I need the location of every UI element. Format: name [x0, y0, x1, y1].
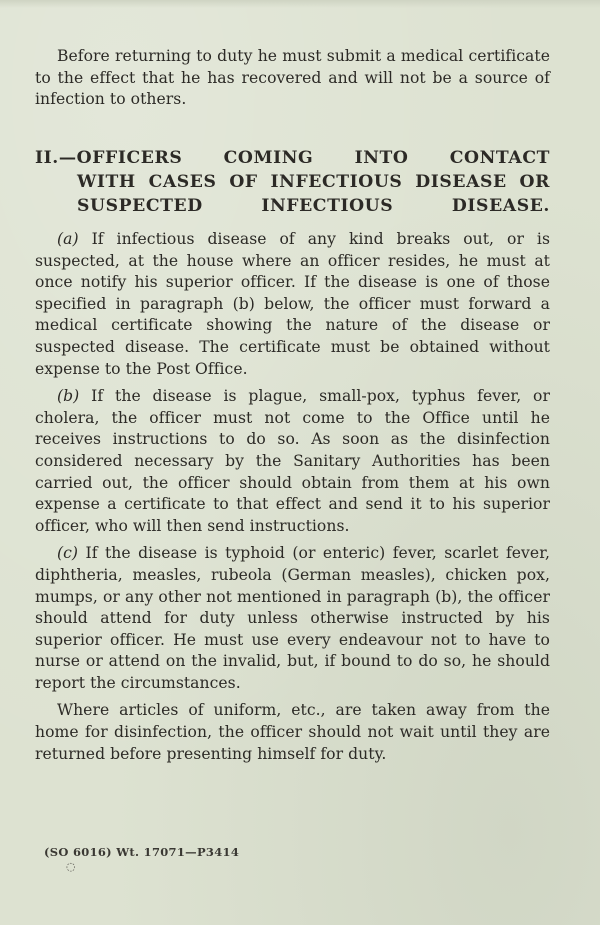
section-heading-continuation: WITH CASES OF INFECTIOUS DISEASE OR SUSPECTED INFECTIOUS DISEASE. [77, 172, 550, 216]
section-body [35, 229, 550, 771]
paragraph-b-text: If the disease is plague, small-pox, typhus fever, or cholera, the officer must not come to the Office until he receives instructions to do so. As soon as the disinfection considered necessary by the Sanitary Authorities has been carried out, the officer should obtain from them at his own expense a certificate to that effect and send it to his superior officer, who will then send instructions. [35, 387, 550, 535]
section-heading-line1: II.—OFFICERS COMING INTO CONTACT [35, 148, 550, 168]
paragraph-c-marker: (c) [57, 544, 79, 563]
paragraph-b-marker: (b) [57, 387, 80, 406]
paragraph-uniform [35, 700, 550, 765]
paragraph-c [35, 543, 550, 694]
printer-mark-icon: ◌ [66, 860, 76, 873]
paragraph-c-text: If the disease is typhoid (or enteric) fever, scarlet fever, diphtheria, measles, rubeola (German measles), chicken pox, mumps, or any other not mentioned in paragraph (b), the officer should attend for duty unless otherwise instructed by his superior officer. He must use every endeavour not to have to nurse or attend on the invalid, but, if bound to do so, he should report the circumstances. [35, 544, 550, 692]
paragraph-a [35, 229, 550, 380]
paragraph-a-text: If infectious disease of any kind breaks out, or is suspected, at the house where an officer resides, he must at once notify his superior officer. If the disease is one of those specified in paragraph (b) below, the officer must forward a medical certificate showing the nature of the disease or suspected disease. The certificate must be obtained without expense to the Post Office. [35, 230, 550, 378]
paragraph-uniform-text: Where articles of uniform, etc., are taken away from the home for disinfection, the officer should not wait until they are returned before presenting himself for duty. [35, 701, 550, 763]
section-heading [35, 146, 550, 218]
page-edge-shadow [0, 0, 600, 8]
intro-paragraph: Before returning to duty he must submit a medical certificate to the effect that he has recovered and will not be a source of infection to others. [35, 47, 550, 109]
paragraph-b [35, 386, 550, 537]
paragraph-a-marker: (a) [57, 230, 79, 248]
print-code: (SO 6016) Wt. 17071—P3414 [44, 845, 240, 859]
